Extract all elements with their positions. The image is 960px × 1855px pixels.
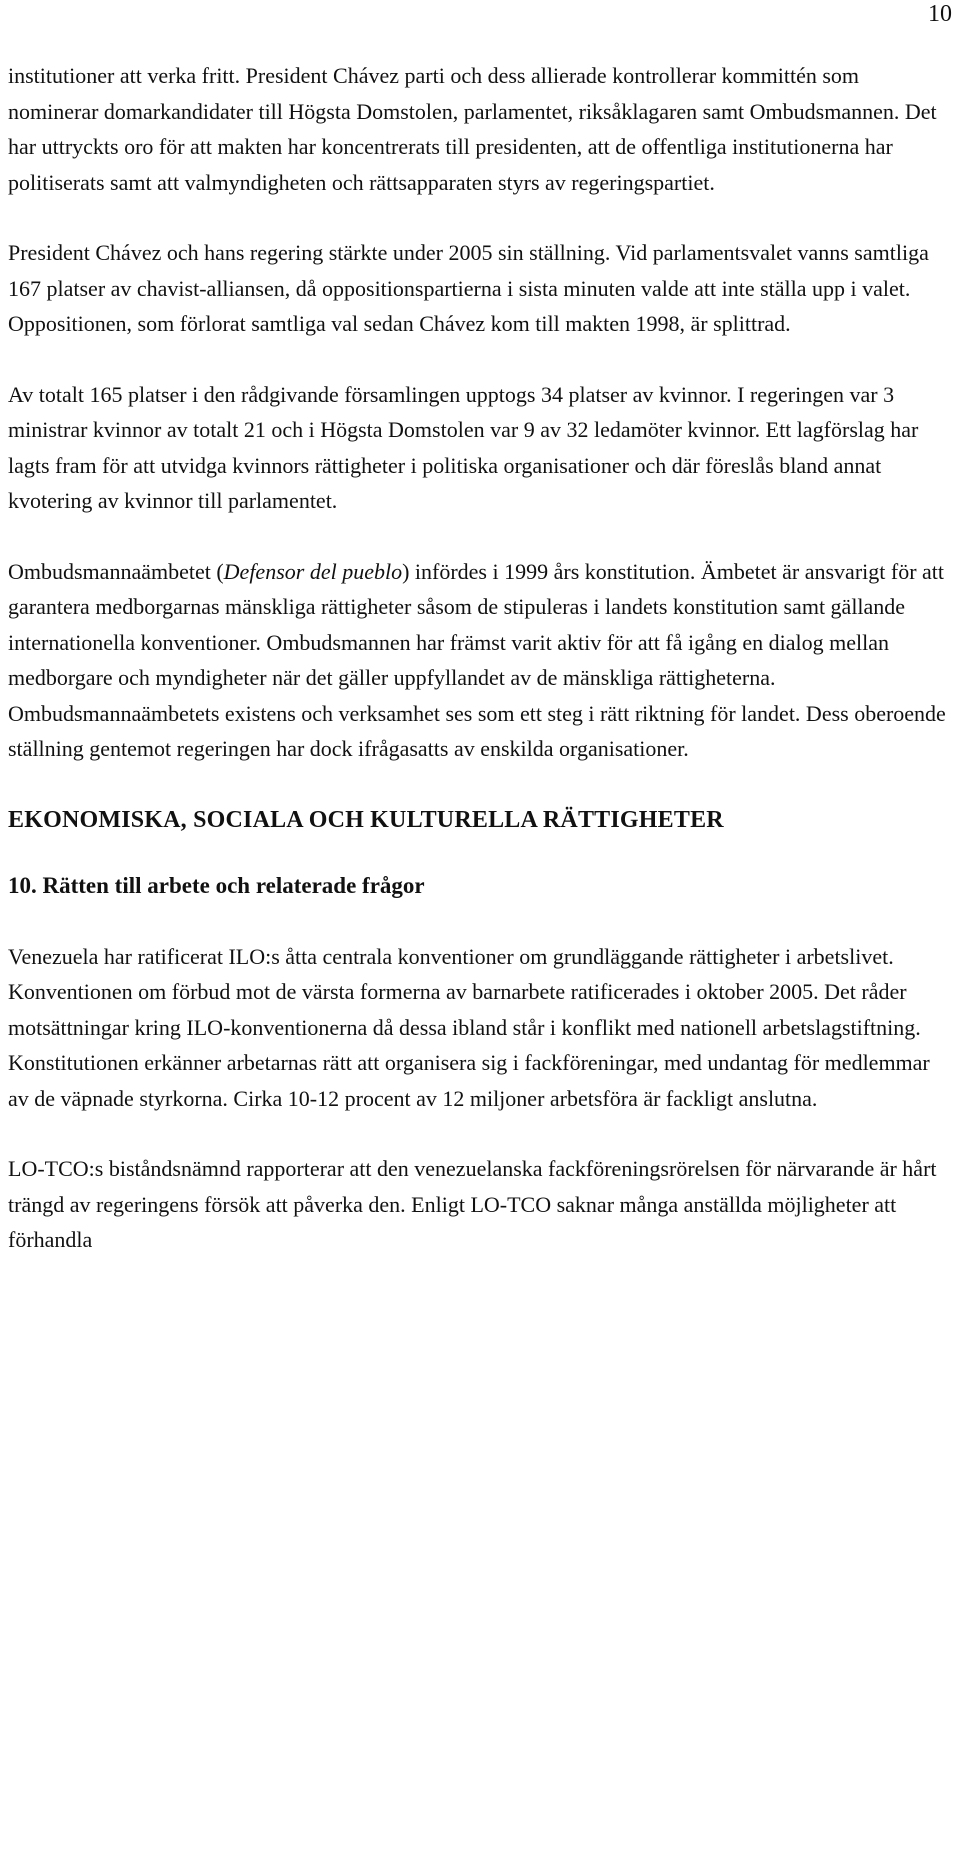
ombudsman-text-start: Ombudsmannaämbetet (	[8, 558, 224, 584]
paragraph-lo-tco: LO-TCO:s biståndsnämnd rapporterar att den venezuelanska fackföreningsrörelsen för närvarande är hårt trängd av regeringens försök att påverka den. Enligt LO-TCO saknar många anställda möjligheter att förhandla	[8, 1156, 937, 1252]
paragraph-institutions: institutioner att verka fritt. President Chávez parti och dess allierade kontrollerar kommittén som nominerar domarkandidater till Högsta Domstolen, parlamentet, riksåklagaren samt Ombudsmannen. Det har uttryckts oro för att makten har koncentrerats till presidenten, att de offentliga institutionerna har politiserats samt att valmyndigheten och rättsapparaten styrs av regeringspartiet.	[8, 63, 937, 195]
ombudsman-text-end: ) infördes i 1999 års konstitution. Ämbetet är ansvarigt för att garantera medborgarnas mänskliga rättigheter såsom de stipuleras i landets konstitution samt gällande internationella konventioner. Ombudsmannen har främst varit aktiv för att få igång en dialog mellan medborgare och myndigheter när det gäller uppfyllandet av de mänskliga rättigheterna. Ombudsmannaämbetets existens och verksamhet ses som ett steg i rätt riktning för landet. Dess oberoende ställning gentemot regeringen har dock ifrågasatts av enskilda organisationer.	[8, 558, 946, 761]
ombudsman-spanish-term: Defensor del pueblo	[223, 558, 403, 584]
section-heading: EKONOMISKA, SOCIALA OCH KULTURELLA RÄTTIGHETER	[8, 806, 724, 833]
paragraph-women-representation: Av totalt 165 platser i den rådgivande församlingen upptogs 34 platser av kvinnor. I regeringen var 3 ministrar kvinnor av totalt 21 och i Högsta Domstolen var 9 av 32 ledamöter kvinnor. Ett lagförslag har lagts fram för att utvidga kvinnors rättigheter i politiska organisationer och där föreslås bland annat kvotering av kvinnor till parlamentet.	[8, 381, 919, 513]
paragraph-ilo-conventions: Venezuela har ratificerat ILO:s åtta centrala konventioner om grundläggande rättigheter i arbetslivet. Konventionen om förbud mot de värsta formerna av barnarbete ratificerades i oktober 2005. Det råder motsättningar kring ILO-konventionerna då dessa ibland står i konflikt med nationell arbetslagstiftning. Konstitutionen erkänner arbetarnas rätt att organisera sig i fackföreningar, med undantag för medlemmar av de väpnade styrkorna. Cirka 10-12 procent av 12 miljoner arbetsföra är fackligt anslutna.	[8, 943, 930, 1111]
page-number: 10	[928, 1, 952, 27]
paragraph-ombudsman	[8, 554, 952, 767]
subsection-heading: 10. Rätten till arbete och relaterade frågor	[8, 872, 425, 898]
paragraph-chavez-position: President Chávez och hans regering stärkte under 2005 sin ställning. Vid parlamentsvalet vanns samtliga 167 platser av chavist-alliansen, då oppositionspartierna i sista minuten valde att inte ställa upp i valet. Oppositionen, som förlorat samtliga val sedan Chávez kom till makten 1998, är splittrad.	[8, 240, 929, 336]
document-body	[8, 58, 952, 1258]
